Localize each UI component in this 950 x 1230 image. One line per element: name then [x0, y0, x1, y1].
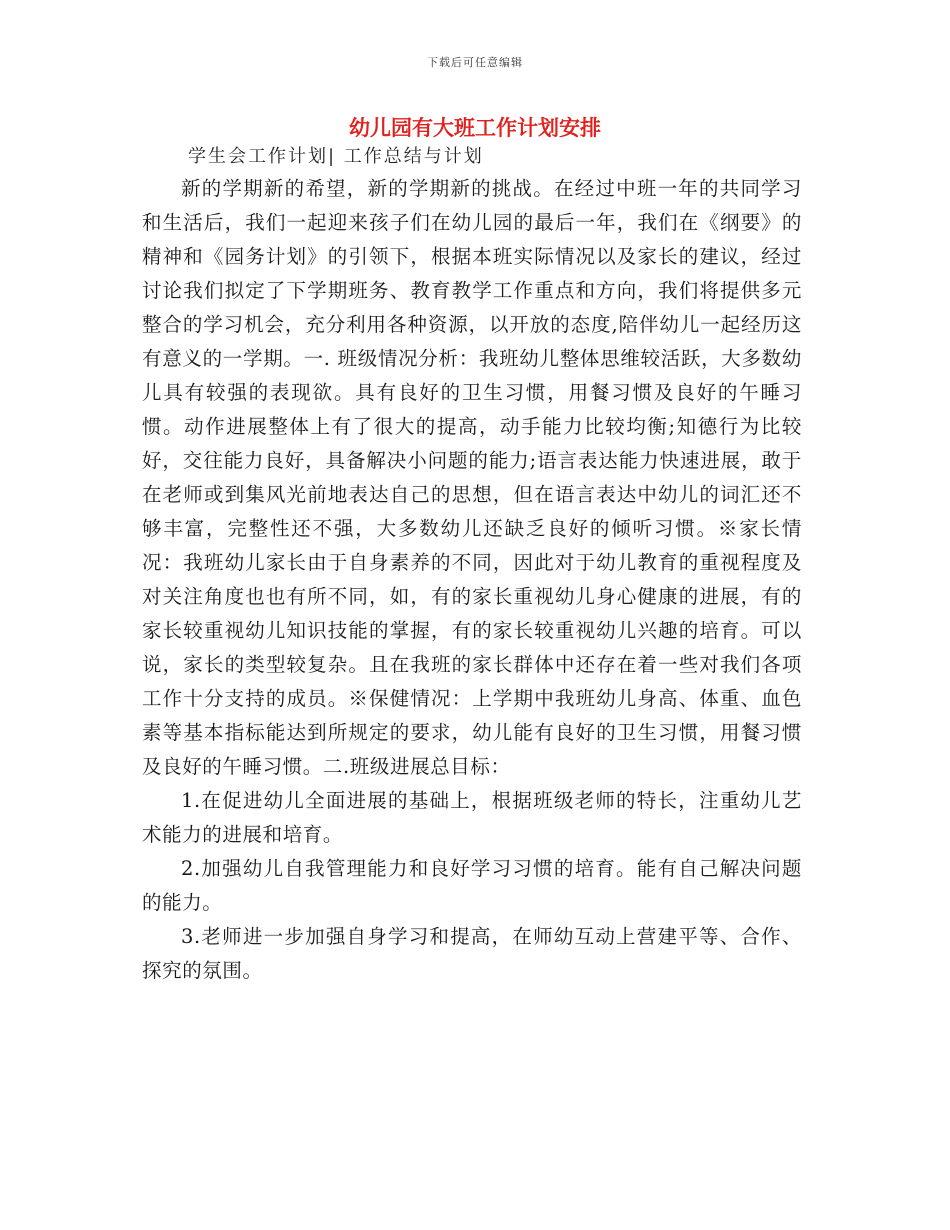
goal-item-2: 2.加强幼儿自我管理能力和良好学习习惯的培育。能有自己解决问题的能力。	[142, 857, 802, 914]
document-subtitle: 学生会工作计划| 工作总结与计划	[188, 146, 484, 167]
document-body	[142, 172, 802, 988]
intro-paragraph: 新的学期新的希望，新的学期新的挑战。在经过中班一年的共同学习和生活后，我们一起迎来孩子们在幼儿园的最后一年，我们在《纲要》的精神和《园务计划》的引领下，根据本班实际情况以及家长的建议，经过讨论我们拟定了下学期班务、教育教学工作重点和方向，我们将提供多元整合的学习机会，充分利用各种资源，以开放的态度,陪伴幼儿一起经历这有意义的一学期。一. 班级情况分析：我班幼儿整体思维较活跃，大多数幼儿具有较强的表现欲。具有良好的卫生习惯，用餐习惯及良好的午睡习惯。动作进展整体上有了很大的提高，动手能力比较均衡;知德行为比较好，交往能力良好，具备解决小问题的能力;语言表达能力快速进展，敢于在老师或到集风光前地表达自己的思想，但在语言表达中幼儿的词汇还不够丰富，完整性还不强，大多数幼儿还缺乏良好的倾听习惯。※家长情况：我班幼儿家长由于自身素养的不同，因此对于幼儿教育的重视程度及对关注角度也也有所不同，如，有的家长重视幼儿身心健康的进展，有的家长较重视幼儿知识技能的掌握，有的家长较重视幼儿兴趣的培育。可以说，家长的类型较复杂。且在我班的家长群体中还存在着一些对我们各项工作十分支持的成员。※保健情况：上学期中我班幼儿身高、体重、血色素等基本指标能达到所规定的要求，幼儿能有良好的卫生习惯，用餐习惯及良好的午睡习惯。二.班级进展总目标：	[142, 177, 802, 778]
download-note: 下载后可任意编辑	[427, 56, 523, 69]
goal-item-3: 3.老师进一步加强自身学习和提高，在师幼互动上营建平等、合作、探究的氛围。	[142, 925, 802, 982]
document-title: 幼儿园有大班工作计划安排	[349, 116, 601, 140]
goal-item-1: 1.在促进幼儿全面进展的基础上，根据班级老师的特长，注重幼儿艺术能力的进展和培育。	[142, 789, 802, 846]
